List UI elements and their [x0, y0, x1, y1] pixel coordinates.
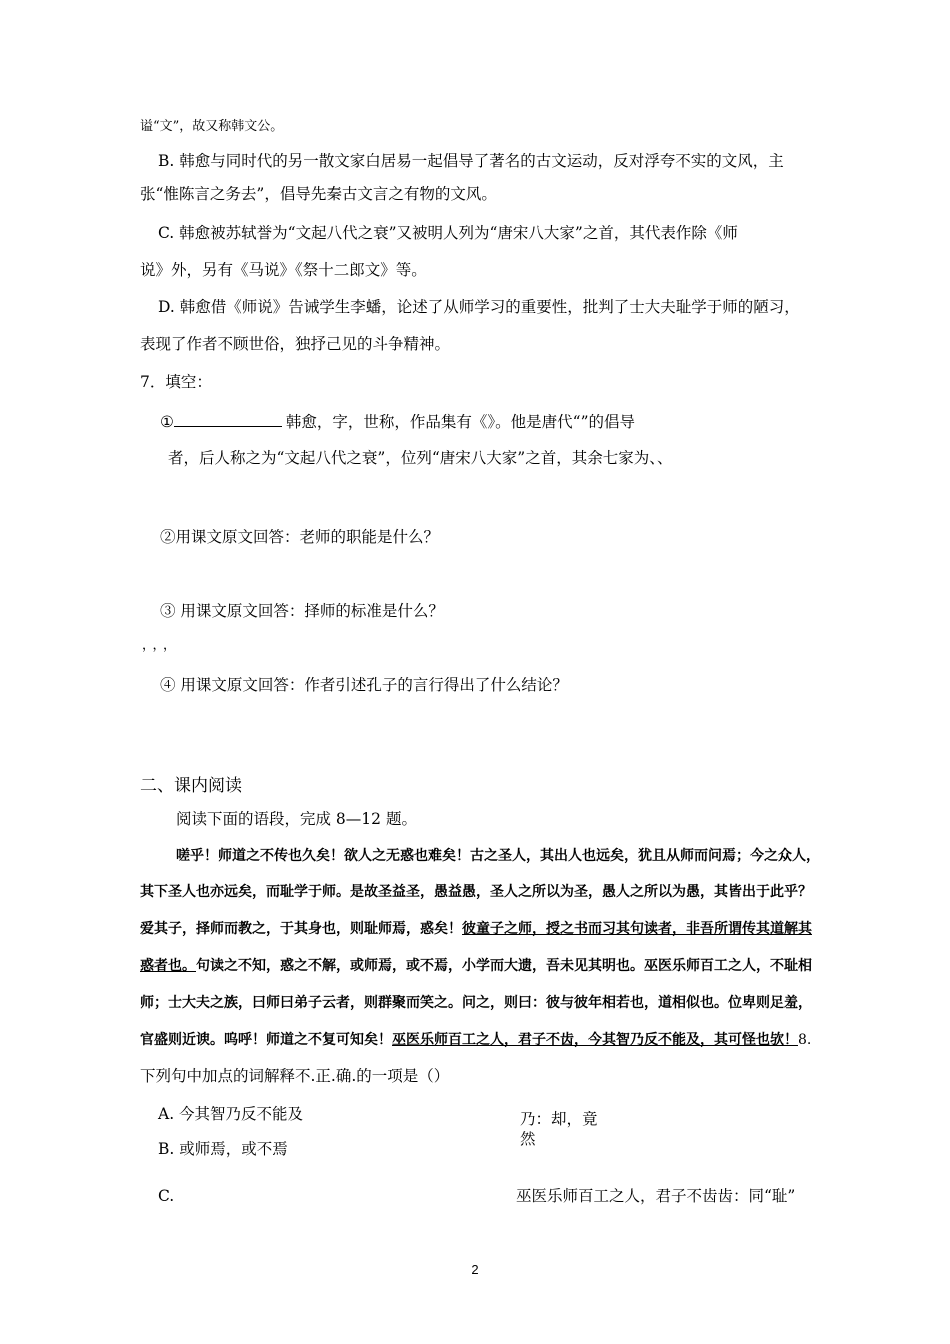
passage-line1: 嗟乎！师道之不传也久矣！欲人之无惑也难矣！古之圣人，其出人也远矣，犹且从师而问焉；今之众人，	[176, 848, 820, 864]
passage-line4	[140, 958, 812, 975]
option-b-line1: B. 韩愈与同时代的另一散文家白居易一起倡导了著名的古文运动，反对浮夸不实的文风，主	[158, 152, 784, 170]
passage-line2: 其下圣人也亦远矣，而耻学于师。是故圣益圣，愚益愚，圣人之所以为圣，愚人之所以为愚，其皆出于此乎？	[140, 884, 812, 900]
question-7-item2: ②用课文原文回答：老师的职能是什么？	[160, 528, 440, 546]
question-8-number: 8.	[798, 1032, 812, 1048]
question-8-option-b: B. 或师焉，或不焉	[158, 1140, 288, 1158]
passage-line6-underlined: 巫医乐师百工之人，君子不齿，今其智乃反不能及，其可怪也欤！	[392, 1032, 798, 1048]
option-b-line2: 张“惟陈言之务去”，倡导先秦古文言之有物的文风。	[140, 185, 497, 203]
question-7-title: 7．填空：	[140, 373, 212, 391]
question-7-item3: ③ 用课文原文回答：择师的标准是什么？	[160, 602, 444, 620]
question-7-item1-cont: 者，后人称之为“文起八代之衰”，位列“唐宋八大家”之首，其余七家为、、	[168, 449, 673, 467]
passage-line6-a: 官盛则近谀。呜呼！师道之不复可知矣！	[140, 1032, 392, 1048]
option-d-line1: D. 韩愈借《师说》告诫学生李蟠，论述了从师学习的重要性，批判了士大夫耻学于师的陋习，	[158, 298, 800, 316]
passage-line3	[140, 921, 812, 938]
passage-line3-underlined: 彼童子之师，授之书而习其句读者，非吾所谓传其道解其	[462, 921, 812, 937]
page-number: 2	[471, 1262, 479, 1277]
item3-marks: ，，，	[142, 638, 181, 653]
passage-line4-b: 句读之不知，惑之不解，或师焉，或不焉，小学而大遗，吾未见其明也。巫医乐师百工之人，不耻相	[196, 958, 812, 974]
item1-text: 韩愈，字，世称，作品集有《》。他是唐代“”的倡导	[285, 413, 636, 431]
passage-line6	[140, 1032, 811, 1049]
question-8-option-c: C.	[158, 1187, 175, 1205]
section-heading: 二、课内阅读	[140, 776, 242, 796]
reading-instruction: 阅读下面的语段，完成 8—12 题。	[176, 810, 417, 828]
question-8-option-a: A. 今其智乃反不能及	[158, 1105, 304, 1123]
option-c-line2: 说》外，另有《马说》《祭十二郎文》等。	[140, 261, 427, 279]
option-c-line1: C. 韩愈被苏轼誉为“文起八代之衰”又被明人列为“唐宋八大家”之首，其代表作除《师	[158, 224, 738, 242]
passage-line4-underlined: 惑者也。	[140, 958, 196, 974]
top-line: 谥“文”，故又称韩文公。	[140, 119, 284, 134]
question-7-item1	[160, 412, 635, 432]
question-7-item4: ④ 用课文原文回答：作者引述孔子的言行得出了什么结论？	[160, 676, 568, 694]
question-8-option-c-text: 巫医乐师百工之人，君子不齿齿：同“耻”	[516, 1187, 796, 1205]
passage-line5: 师；士大夫之族，曰师曰弟子云者，则群聚而笑之。问之，则曰：彼与彼年相若也，道相似也。位卑则足羞，	[140, 995, 812, 1011]
question-8-option-a-answer: 乃：却，竟	[520, 1110, 598, 1128]
option-d-line2: 表现了作者不顾世俗，独抒己见的斗争精神。	[140, 335, 451, 353]
fill-blank	[174, 412, 282, 427]
item1-number: ①	[160, 413, 174, 431]
question-8-stem: 下列句中加点的词解释不.正.确.的一项是（）	[140, 1067, 450, 1085]
passage-line3-a: 爱其子，择师而教之，于其身也，则耻师焉，惑矣！	[140, 921, 462, 937]
question-8-option-a-answer-cont: 然	[520, 1130, 536, 1148]
